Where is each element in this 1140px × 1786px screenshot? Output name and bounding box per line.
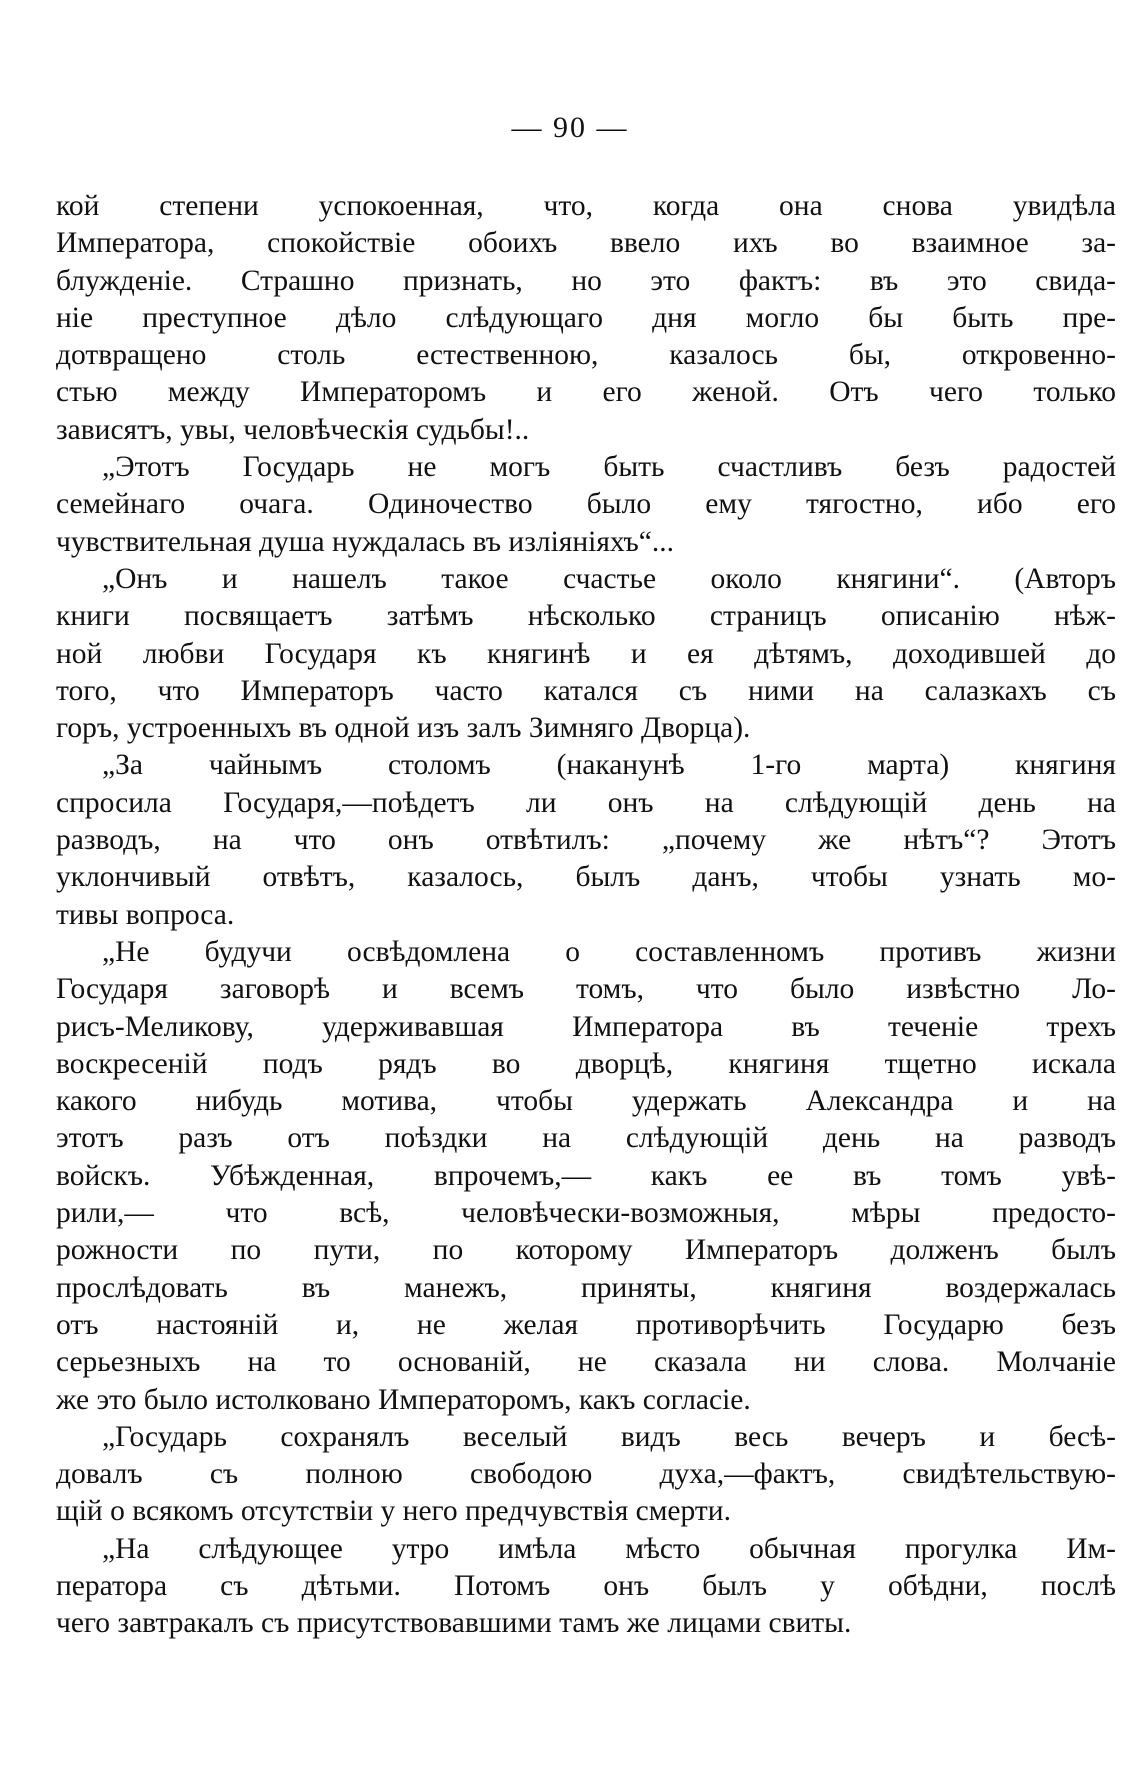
text-line: „Онъ и нашелъ такое счастье около княгини“. (Авторъ [102, 562, 1116, 595]
paragraph [56, 449, 1116, 561]
text-line: серьезныхъ на то основаній, не сказала ни слова. Молчаніе [56, 1346, 1116, 1379]
text-line: ператора съ дѣтьми. Потомъ онъ былъ у обѣдни, послѣ [56, 1569, 1116, 1602]
text-line: „Государь сохранялъ веселый видъ весь вечеръ и бесѣ- [102, 1420, 1116, 1453]
text-line: „За чайнымъ столомъ (наканунѣ 1-го марта) княгиня [102, 749, 1116, 782]
text-line: разводъ, на что онъ отвѣтилъ: „почему же нѣтъ“? Этотъ [56, 824, 1116, 857]
paragraph [56, 747, 1116, 933]
text-line: дотвращено столь естественною, казалось бы, откровенно- [56, 339, 1116, 372]
text-line: рили,— что всѣ, человѣчески-возможныя, мѣры предосто- [56, 1197, 1116, 1230]
text-line: войскъ. Убѣжденная, впрочемъ,— какъ ее въ томъ увѣ- [56, 1159, 1116, 1192]
text-line: рисъ-Меликову, удерживавшая Императора въ теченіе трехъ [56, 1010, 1116, 1043]
text-line: рожности по пути, по которому Императоръ долженъ былъ [56, 1234, 1116, 1267]
text-line: кой степени успокоенная, что, когда она снова увидѣла [56, 190, 1116, 222]
text-line: щій о всякомъ отсутствіи у него предчувствія смерти. [56, 1495, 731, 1528]
text-line: тивы вопроса. [56, 898, 235, 931]
paragraph [56, 561, 1116, 747]
text-line: семейнаго очага. Одиночество было ему тягостно, ибо его [56, 488, 1116, 521]
text-line: „На слѣдующее утро имѣла мѣсто обычная прогулка Им- [102, 1532, 1116, 1565]
text-line: горъ, устроенныхъ въ одной изъ залъ Зимняго Дворца). [56, 712, 751, 745]
text-line: воскресеній подъ рядъ во дворцѣ, княгиня тщетно искала [56, 1047, 1116, 1080]
text-line: зависятъ, увы, человѣческія судьбы!.. [56, 413, 530, 446]
text-line: ной любви Государя къ княгинѣ и ея дѣтямъ, доходившей до [56, 637, 1116, 670]
page-number: — 90 — [511, 111, 629, 144]
text-line: того, что Императоръ часто катался съ ними на салазкахъ съ [56, 674, 1116, 707]
text-line: же это было истолковано Императоромъ, какъ согласіе. [56, 1383, 751, 1416]
text-line: ніе преступное дѣло слѣдующаго дня могло бы быть пре- [56, 301, 1116, 334]
paragraph [56, 188, 1116, 449]
text-line: спросила Государя,—поѣдетъ ли онъ на слѣдующій день на [56, 786, 1116, 819]
text-line: Государя заговорѣ и всемъ томъ, что было извѣстно Ло- [56, 973, 1116, 1006]
text-line: этотъ разъ отъ поѣздки на слѣдующій день на разводъ [56, 1122, 1116, 1155]
text-line: уклончивый отвѣтъ, казалось, былъ данъ, чтобы узнать мо- [56, 861, 1116, 894]
text-line: „Этотъ Государь не могъ быть счастливъ безъ радостей [102, 451, 1116, 484]
text-line: прослѣдовать въ манежъ, приняты, княгиня воздержалась [56, 1271, 1116, 1304]
text-line: стью между Императоромъ и его женой. Отъ чего только [56, 376, 1116, 409]
text-line: Императора, спокойствіе обоихъ ввело ихъ во взаимное за- [56, 227, 1116, 260]
text-line: книги посвящаетъ затѣмъ нѣсколько страницъ описанію нѣж- [56, 600, 1116, 633]
text-line: чувствительная душа нуждалась въ изліяніяхъ“... [56, 525, 675, 558]
text-line: какого нибудь мотива, чтобы удержать Александра и на [56, 1085, 1116, 1118]
paragraph [56, 1531, 1116, 1643]
paragraph [56, 1419, 1116, 1531]
text-line: блужденіе. Страшно признать, но это фактъ: въ это свида- [56, 264, 1116, 297]
text-line: довалъ съ полною свободою духа,—фактъ, свидѣтельствую- [56, 1458, 1116, 1491]
body-text [56, 188, 1116, 1643]
text-line: отъ настояній и, не желая противорѣчить Государю безъ [56, 1308, 1116, 1341]
text-line: „Не будучи освѣдомлена о составленномъ противъ жизни [102, 935, 1116, 968]
text-line: чего завтракалъ съ присутствовавшими тамъ же лицами свиты. [56, 1607, 852, 1640]
paragraph [56, 934, 1116, 1419]
